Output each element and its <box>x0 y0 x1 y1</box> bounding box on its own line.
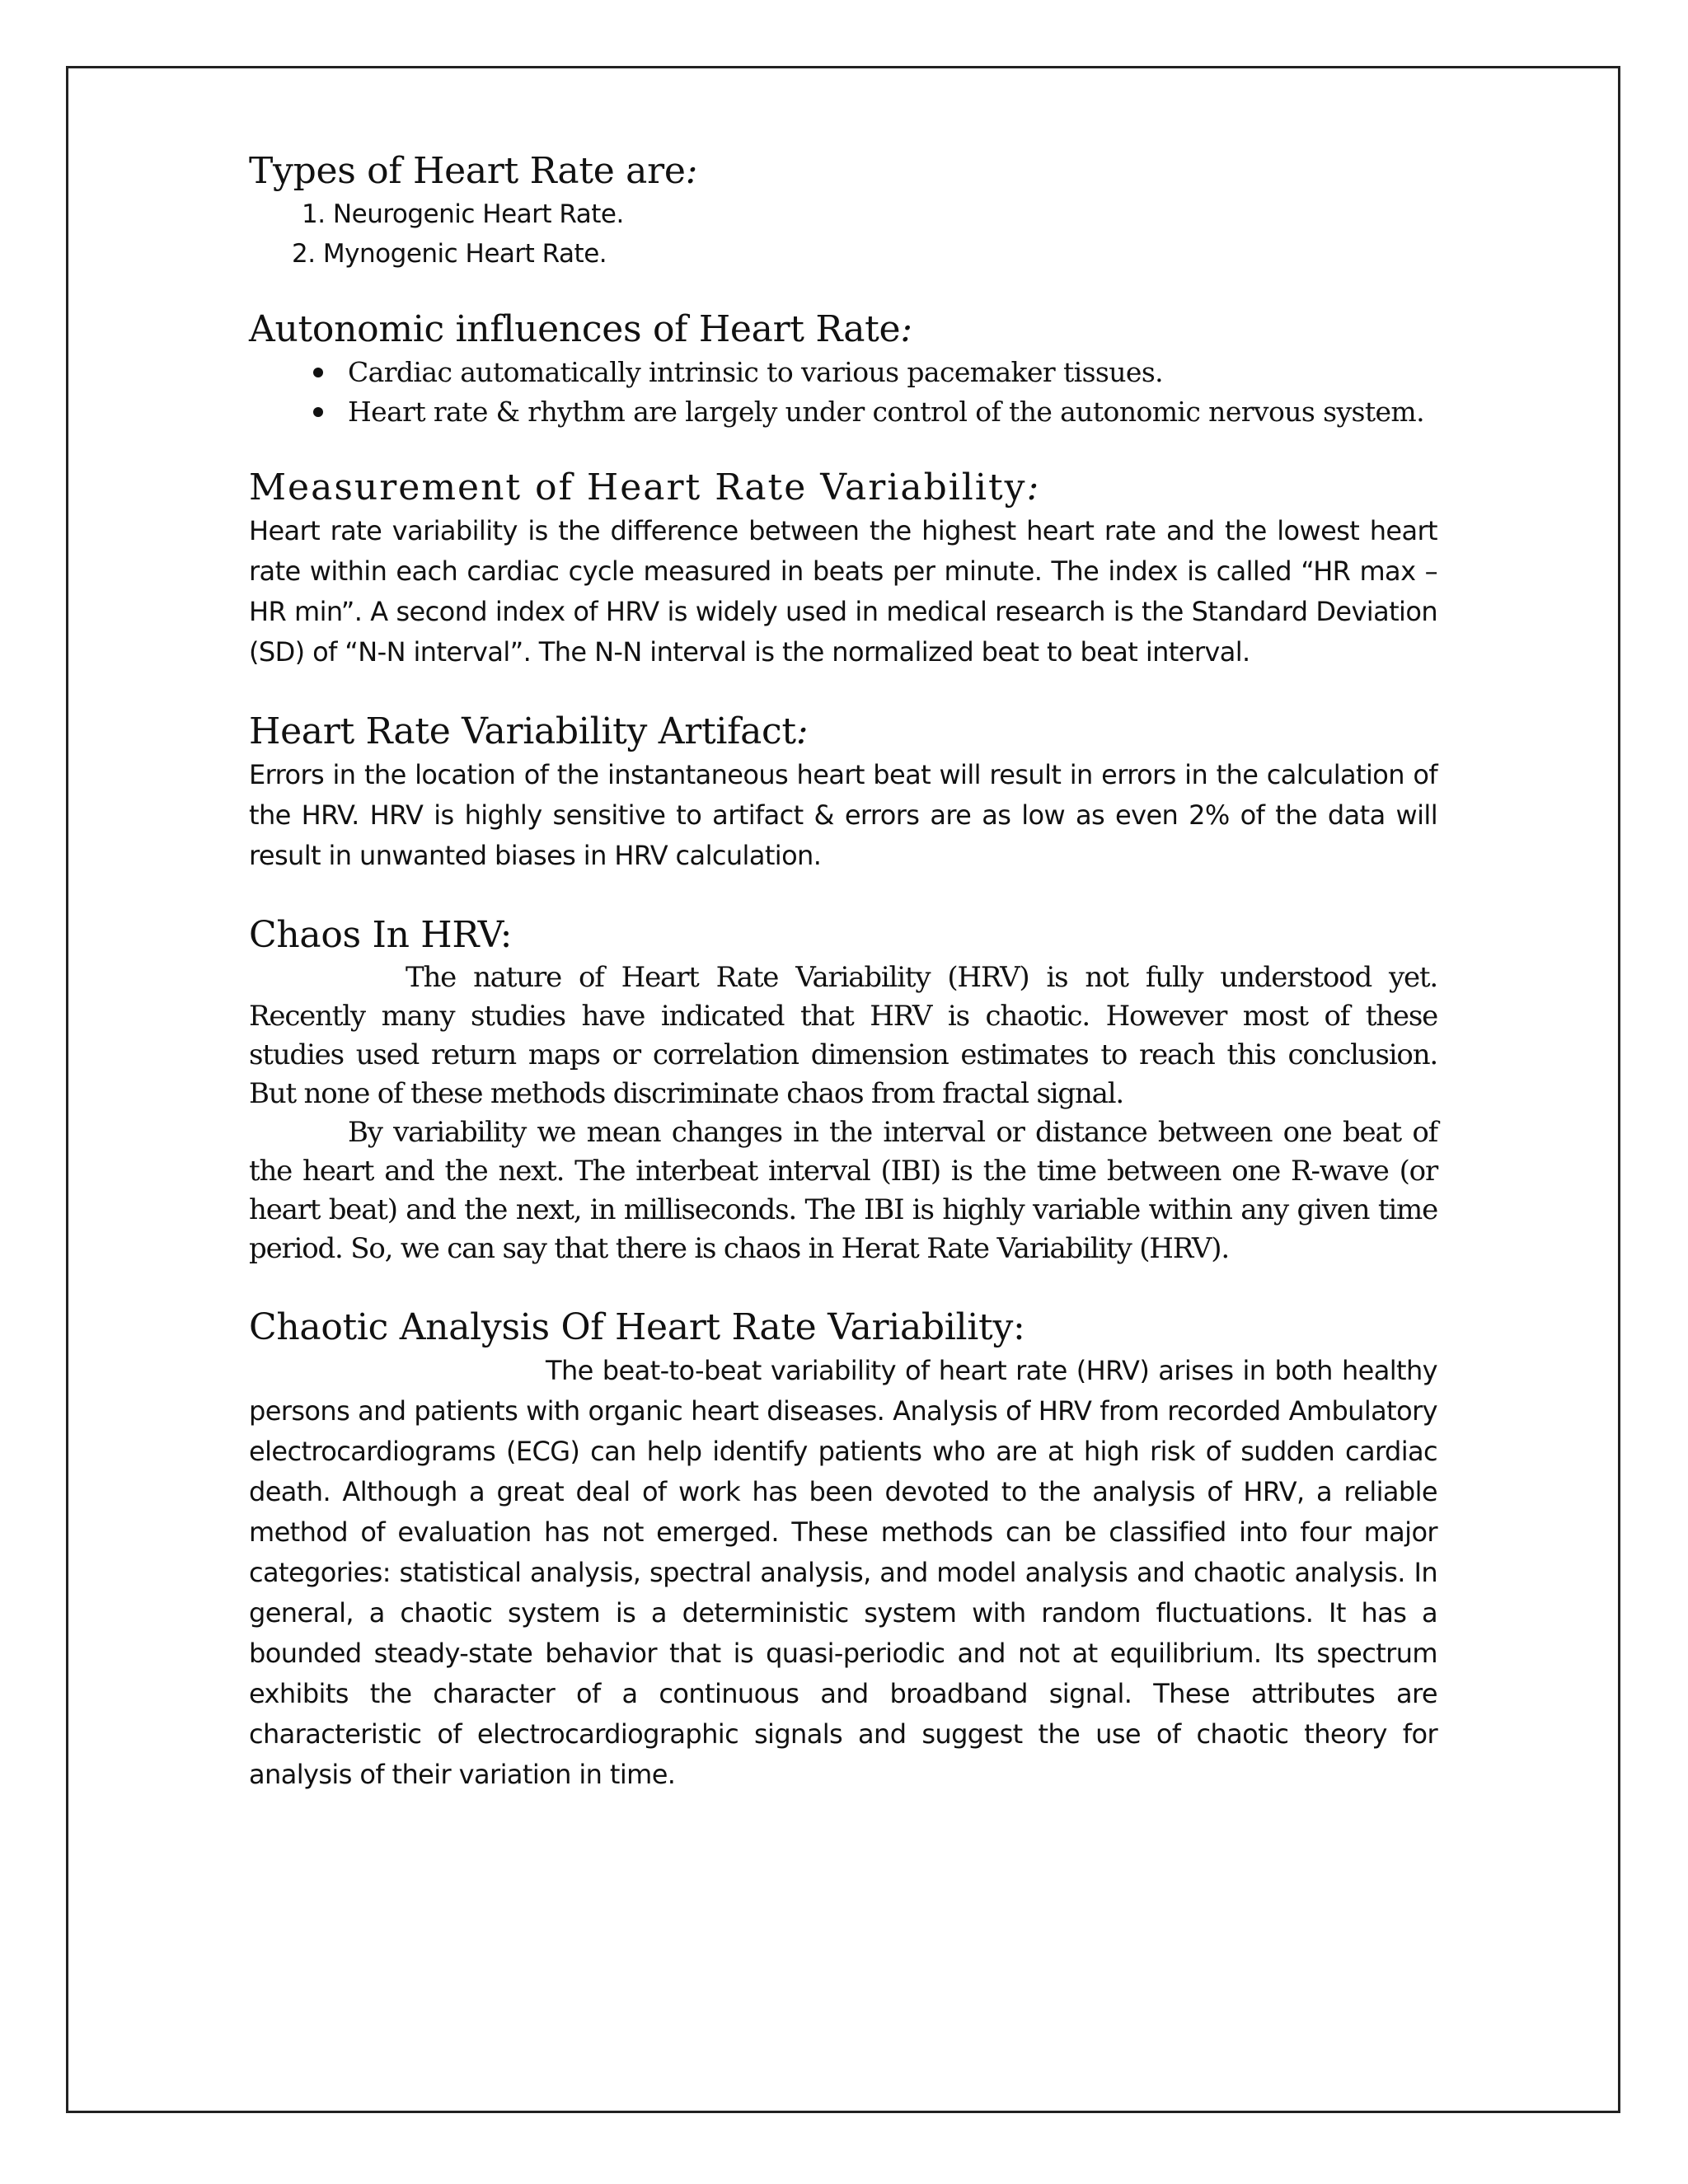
heading-text: Measurement of Heart Rate Variability <box>249 466 1027 509</box>
heading-text: Types of Heart Rate are <box>249 150 686 192</box>
bullet-icon <box>313 407 323 417</box>
paragraph: Heart rate variability is the difference between the highest heart rate and the lowest heart rate within each cardiac cycle measured in beats per minute. The index is called “HR max – HR min”. A second index of HRV is widely used in medical research is the Standard Deviation (SD) of “N-N interval”. The N-N interval is the normalized beat to beat interval. <box>249 515 1437 668</box>
list-item-text: Heart rate & rhythm are largely under control of the autonomic nervous system. <box>348 396 1424 428</box>
section-chaos <box>249 912 1437 1268</box>
section-artifact <box>249 709 1437 876</box>
section-measurement <box>249 465 1437 673</box>
paragraph: The nature of Heart Rate Variability (HRV) is not fully understood yet. Recently many studies have indicated that HRV is chaotic. However most of these studies used return maps or correlation dimension estimates to reach this conclusion. But none of these methods discriminate chaos from fractal signal. <box>249 961 1437 1110</box>
section-autonomic <box>249 307 1437 432</box>
section-chaotic-analysis <box>249 1305 1437 1795</box>
paragraph: The beat-to-beat variability of heart rate (HRV) arises in both healthy persons and patients with organic heart diseases. Analysis of HRV from recorded Ambulatory electrocardiograms (ECG) can help identify patients who are at high risk of sudden cardiac death. Although a great deal of work has been devoted to the analysis of HRV, a reliable method of evaluation has not emerged. These methods can be classified into four major categories: statistical analysis, spectral analysis, and model analysis and chaotic analysis. In general, a chaotic system is a deterministic system with random fluctuations. It has a bounded steady-state behavior that is quasi-periodic and not at equilibrium. Its spectrum exhibits the character of a continuous and broadband signal. These attributes are characteristic of electrocardiographic signals and suggest the use of chaotic theory for analysis of their variation in time. <box>249 1355 1437 1790</box>
section-heading <box>249 1305 1437 1351</box>
heading-text: Chaotic Analysis Of Heart Rate Variability <box>249 1306 1013 1348</box>
list-item: 2. Mynogenic Heart Rate. <box>292 239 607 269</box>
section-heading: Chaos In HRV: <box>249 914 513 956</box>
list-item-text: Cardiac automatically intrinsic to various pacemaker tissues. <box>348 356 1164 388</box>
list-item <box>249 353 1437 392</box>
bullet-icon <box>313 368 323 377</box>
section-heading <box>249 465 1437 511</box>
paragraph: Errors in the location of the instantaneous heart beat will result in errors in the calculation of the HRV. HRV is highly sensitive to artifact & errors are as low as even 2% of the data will result in unwanted biases in HRV calculation. <box>249 759 1437 871</box>
section-heading <box>249 148 1437 194</box>
heading-colon: : <box>1026 466 1041 509</box>
heading-colon: : <box>795 710 809 752</box>
paragraph: By variability we mean changes in the interval or distance between one beat of the heart and the next. The interbeat interval (IBI) is the time between one R-wave (or heart beat) and the next, in milliseconds. The IBI is highly variable within any given time period. So, we can say that there is chaos in Herat Rate Variability (HRV). <box>249 1116 1437 1265</box>
heading-colon: : <box>1013 1306 1025 1348</box>
heading-colon: : <box>685 150 698 192</box>
document-body <box>249 148 1437 1831</box>
list-item: 1. Neurogenic Heart Rate. <box>302 199 624 229</box>
section-heading <box>249 307 1437 353</box>
section-types <box>249 148 1437 274</box>
numbered-list <box>249 194 1437 274</box>
heading-text: Autonomic influences of Heart Rate <box>249 308 901 350</box>
bullet-list <box>249 353 1437 432</box>
heading-text: Heart Rate Variability Artifact <box>249 710 796 752</box>
list-item <box>249 392 1437 432</box>
section-heading <box>249 709 1437 755</box>
heading-colon: : <box>900 308 912 350</box>
